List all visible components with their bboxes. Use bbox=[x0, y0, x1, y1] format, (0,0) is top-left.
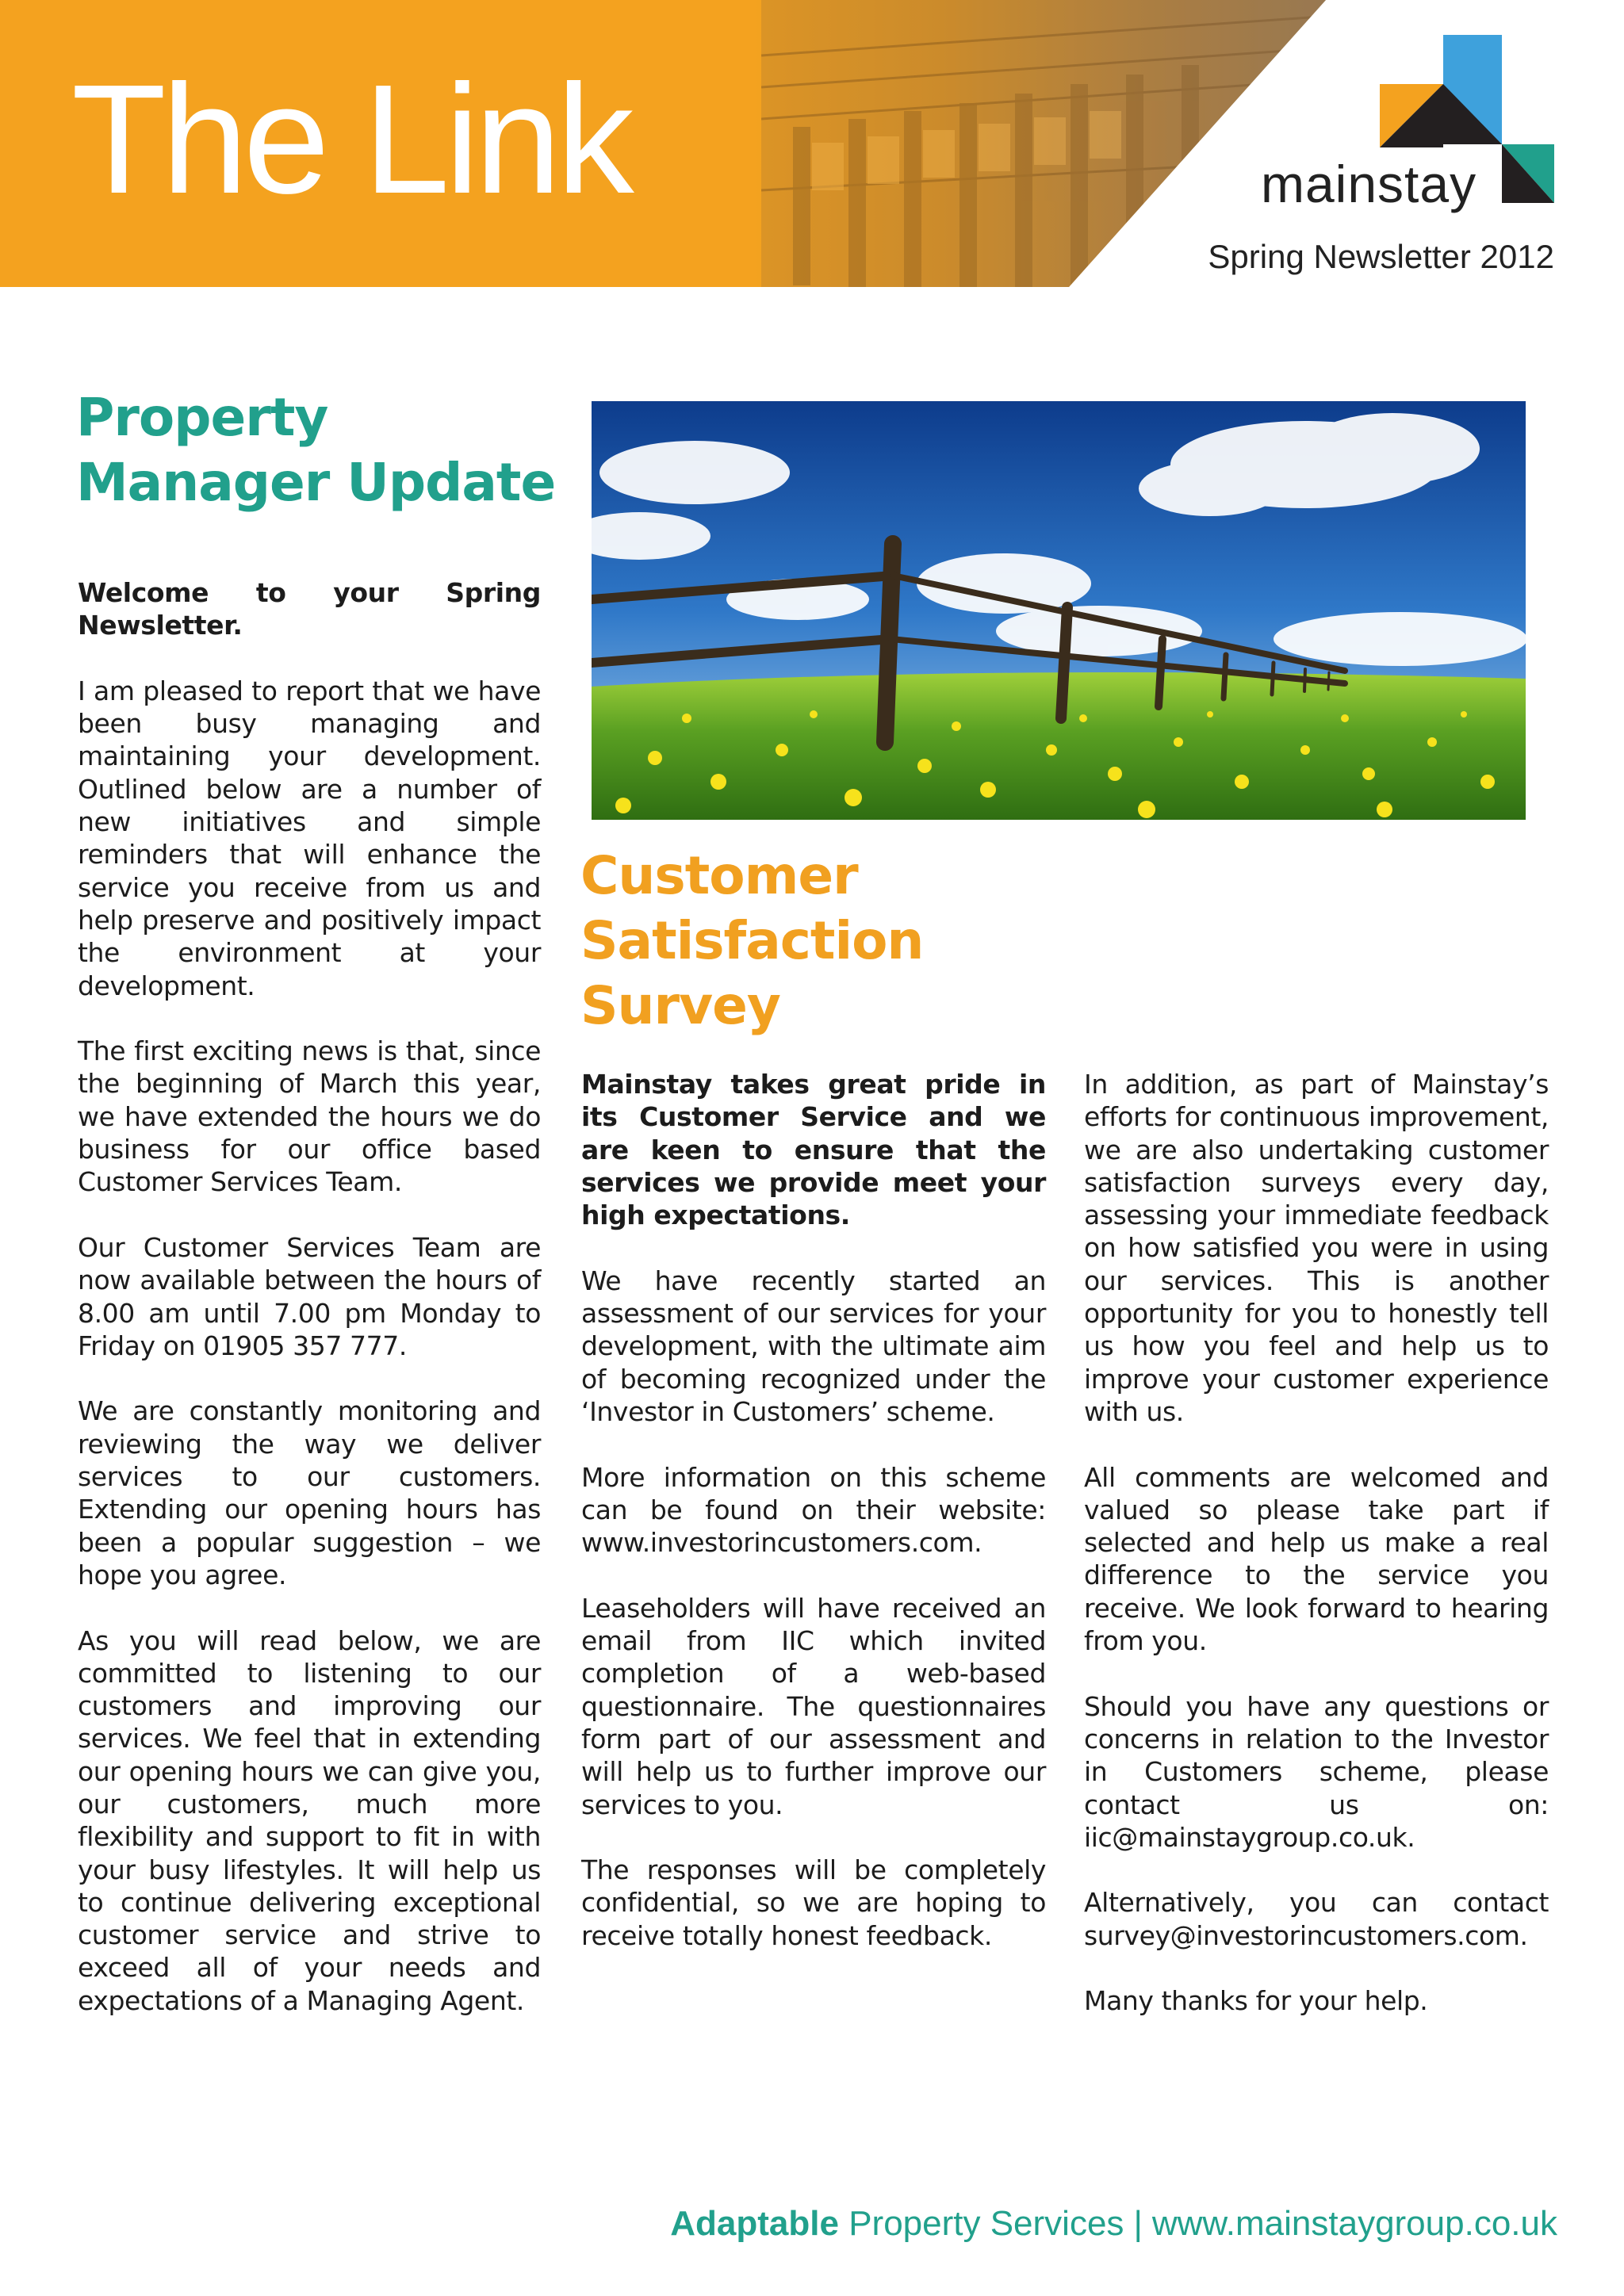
heading-line: Satisfaction bbox=[580, 910, 924, 971]
issue-label: Spring Newsletter 2012 bbox=[1208, 238, 1554, 275]
heading-line: Survey bbox=[580, 975, 780, 1036]
footer-services: Property Services bbox=[838, 2204, 1124, 2243]
body-paragraph: Leaseholders will have received an email from IIC which invited completion of a web-based questionnaire. The questionnaires form part of our assessment and will help us to further improve our services to you. bbox=[581, 1592, 1046, 1820]
body-paragraph: Should you have any questions or concerns in relation to the Investor in Customers scheme, please contact us on: iic@mainstaygroup.co.uk. bbox=[1084, 1690, 1549, 1853]
body-paragraph: I am pleased to report that we have been busy managing and maintaining your development. Outlined below are a number of new initiatives and simple reminders that will enhance the service you receive from us and help preserve and positively impact the environment at your development. bbox=[78, 675, 541, 1001]
body-paragraph: Alternatively, you can contact survey@investorincustomers.com. bbox=[1084, 1887, 1549, 1951]
footer-strong: Adaptable bbox=[670, 2204, 839, 2243]
body-paragraph: In addition, as part of Mainstay’s efforts for continuous improvement, we are also undertaking customer satisfaction surveys every day, assessing your immediate feedback on how satisfied you were in using our services. This is another opportunity for you to honestly tell us how you feel and help us to improve your customer experience with us. bbox=[1084, 1069, 1549, 1427]
body-paragraph: We have recently started an assessment of our services for your development, with the ultimate aim of becoming recognized under the ‘Investor in Customers’ scheme. bbox=[581, 1265, 1046, 1427]
body-paragraph: We are constantly monitoring and reviewing the way we deliver services to our customers. Extending our opening hours has been a popular suggestion – we hope you agree. bbox=[78, 1395, 541, 1590]
footer-separator: | bbox=[1133, 2204, 1143, 2243]
footer-tagline bbox=[670, 2204, 1557, 2244]
meadow-fence-photo bbox=[592, 401, 1526, 820]
body-paragraph: More information on this scheme can be found on their website: www.investorincustomers.com. bbox=[581, 1461, 1046, 1559]
body-paragraph: The responses will be completely confidential, so we are hoping to receive totally honest feedback. bbox=[581, 1854, 1046, 1951]
heading-line: Manager Update bbox=[76, 452, 556, 513]
brand-wordmark: mainstay bbox=[1261, 155, 1477, 213]
intro-paragraph: Mainstay takes great pride in its Customer Service and we are keen to ensure that the services we provide meet your high expectations. bbox=[581, 1069, 1046, 1231]
property-manager-column bbox=[78, 576, 541, 2049]
newsletter-title: The Link bbox=[71, 52, 630, 226]
body-paragraph: All comments are welcomed and valued so please take part if selected and help us make a real difference to the service you receive. We look forward to hearing from you. bbox=[1084, 1461, 1549, 1657]
body-paragraph: Many thanks for your help. bbox=[1084, 1985, 1428, 2017]
heading-line: Customer bbox=[580, 845, 858, 906]
body-paragraph: The first exciting news is that, since the beginning of March this year, we have extended the hours we do business for our office based Customer Services Team. bbox=[78, 1035, 541, 1198]
body-paragraph: Our Customer Services Team are now available between the hours of 8.00 am until 7.00 pm Monday to Friday on 01905 357 777. bbox=[78, 1231, 541, 1361]
property-manager-heading bbox=[76, 385, 584, 515]
body-paragraph: As you will read below, we are committed to listening to our customers and improving our services. We feel that in extending our opening hours we can give you, our customers, much more flexibility and support to fit in with your busy lifestyles. It will help us to continue delivering exceptional customer service and strive to exceed all of your needs and expectations of a Managing Agent. bbox=[78, 1624, 541, 2016]
footer-url-link[interactable]: www.mainstaygroup.co.uk bbox=[1151, 2204, 1557, 2243]
heading-line: Property bbox=[76, 387, 328, 448]
customer-survey-heading bbox=[580, 844, 1088, 1039]
welcome-paragraph: Welcome to your Spring Newsletter. bbox=[78, 577, 541, 641]
survey-column-left bbox=[581, 1068, 1046, 1984]
survey-column-right bbox=[1084, 1068, 1549, 2050]
masthead bbox=[0, 0, 1624, 287]
